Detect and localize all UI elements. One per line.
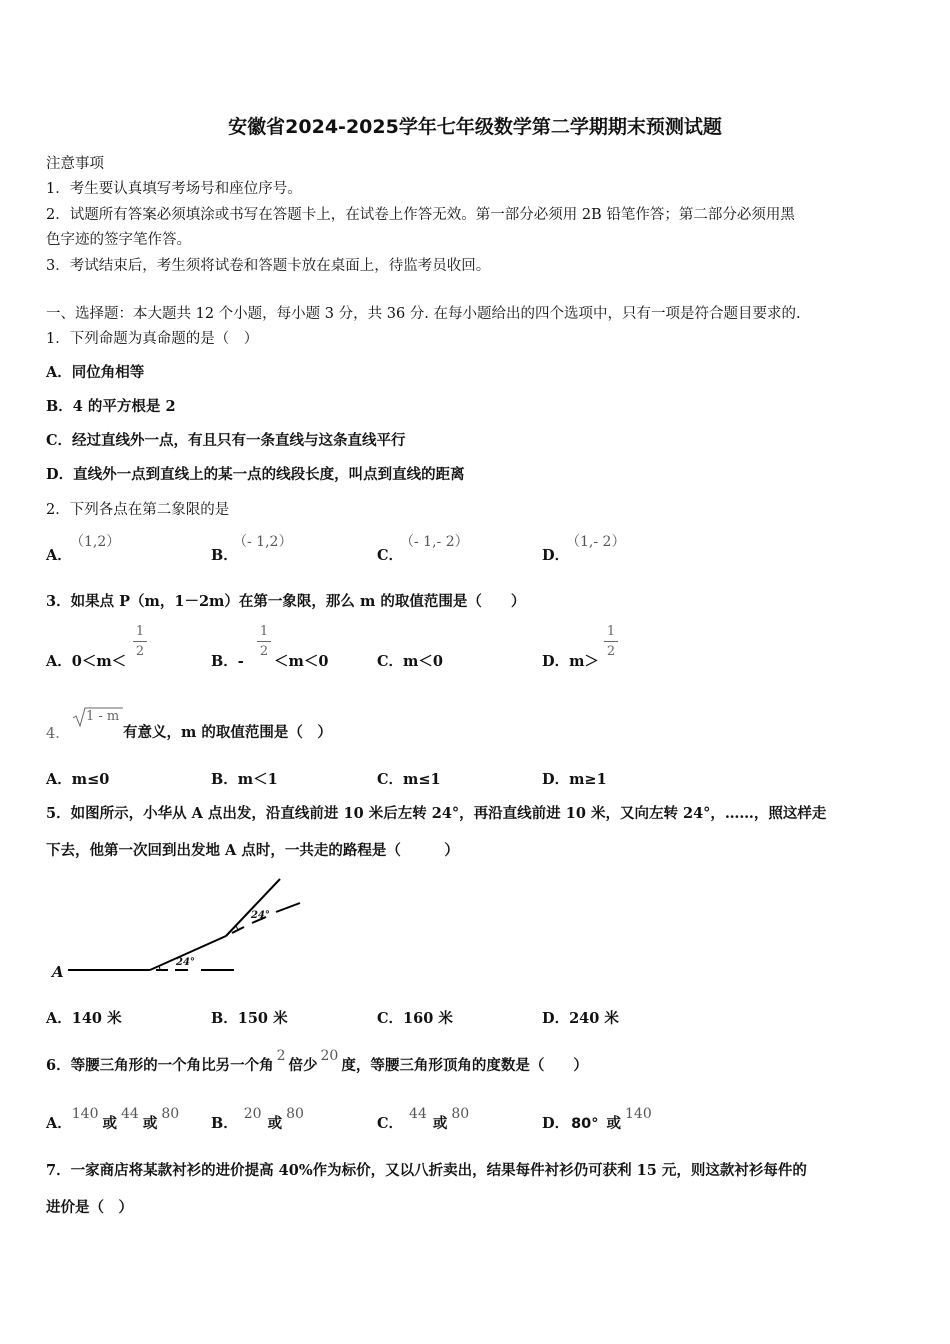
question-7-stem-cont: 进价是（ ） [46,1199,133,1216]
q2-option-a-point: （1,2） [70,534,121,550]
question-7-stem: 7．一家商店将某款衬衫的进价提高 40%作为标价，又以八折卖出，结果每件衬衫仍可获利 15 元，则这款衬衫每件的 [46,1162,807,1179]
q5-option-c: C．160 米 [377,1010,453,1027]
q2-option-d-label: D． [542,547,570,564]
q2-option-a-label: A． [46,547,72,564]
q4-option-a: A．m≤0 [46,771,110,788]
q6-option-d: D． 80° 或140 [542,1106,652,1132]
question-4-number: 4． [46,726,70,742]
q3-option-b-rest: ＜m＜0 [274,653,329,670]
figure-point-a-label: A [52,963,64,981]
q5-option-a: A．140 米 [46,1010,122,1027]
q5-option-b: B．150 米 [211,1010,288,1027]
question-1-stem: 1．下列命题为真命题的是（ ） [46,331,259,347]
notice-heading: 注意事项 [46,156,104,172]
q4-option-b: B．m＜1 [211,771,278,788]
q6-number-2: 2 [276,1048,286,1064]
question-4-stem: 有意义，m 的取值范围是（ ） [123,724,332,741]
q2-option-b-label: B． [211,547,238,564]
q3-option-c: C．m＜0 [377,653,443,670]
q1-option-a: A．同位角相等 [46,364,145,381]
question-5-stem-cont: 下去，他第一次回到出发地 A 点时，一共走的路程是（ ） [46,842,459,859]
question-2-stem: 2．下列各点在第二象限的是 [46,502,230,518]
q1-option-c: C．经过直线外一点，有且只有一条直线与这条直线平行 [46,432,406,449]
q4-option-c: C．m≤1 [377,771,441,788]
q6-option-c: C．44或80 [377,1106,470,1132]
section-heading: 一、选择题：本大题共 12 个小题，每小题 3 分，共 36 分. 在每小题给出的四个选项中，只有一项是符合题目要求的. [46,306,801,322]
q2-option-b-point: （- 1,2） [233,534,293,550]
q3-fraction-b: 1 2 [257,624,271,659]
q1-option-b: B．4 的平方根是 2 [46,398,176,415]
q6-number-20: 20 [320,1048,339,1064]
q4-option-d: D．m≥1 [542,771,607,788]
q3-option-a: A．0＜m＜ [46,653,127,670]
q6-option-a: A．140或44或80 [46,1106,180,1132]
q3-option-d: D．m＞ [542,653,599,670]
notice-item: 1．考生要认真填写考场号和座位序号。 [46,181,302,197]
notice-item: 2．试题所有答案必须填涂或书写在答题卡上，在试卷上作答无效。第一部分必须用 2B 铅笔作答；第二部分必须用黑 [46,207,795,223]
q4-radicand: 1 - m [86,709,120,724]
q3-fraction-d: 1 2 [604,624,618,659]
figure-angle-label-2: 24° [251,910,270,921]
q1-option-d: D．直线外一点到直线上的某一点的线段长度，叫点到直线的距离 [46,466,465,483]
q6-option-b: B．20或80 [211,1106,304,1132]
question-5-stem: 5．如图所示，小华从 A 点出发，沿直线前进 10 米后左转 24°，再沿直线前进 10 米，又向左转 24°，……，照这样走 [46,805,827,822]
q2-option-d-point: （1,- 2） [566,534,626,550]
question-6-stem: 6．等腰三角形的一个角比另一个角2倍少20度，等腰三角形顶角的度数是（ ） [46,1048,588,1074]
question-3-stem: 3．如果点 P（m，1－2m）在第一象限，那么 m 的取值范围是（ ） [46,593,526,610]
figure-angle-label-1: 24° [176,957,195,968]
page-title: 安徽省2024-2025学年七年级数学第二学期期末预测试题 [228,116,722,138]
notice-item: 色字迹的签字笔作答。 [46,232,191,248]
q3-option-b-label: B．- [211,653,244,670]
q5-option-d: D．240 米 [542,1010,619,1027]
notice-item: 3．考试结束后，考生须将试卷和答题卡放在桌面上，待监考员收回。 [46,258,491,274]
q2-option-c-label: C． [377,547,404,564]
q2-option-c-point: （- 1,- 2） [400,534,469,550]
q3-fraction-a: 1 2 [133,624,147,659]
